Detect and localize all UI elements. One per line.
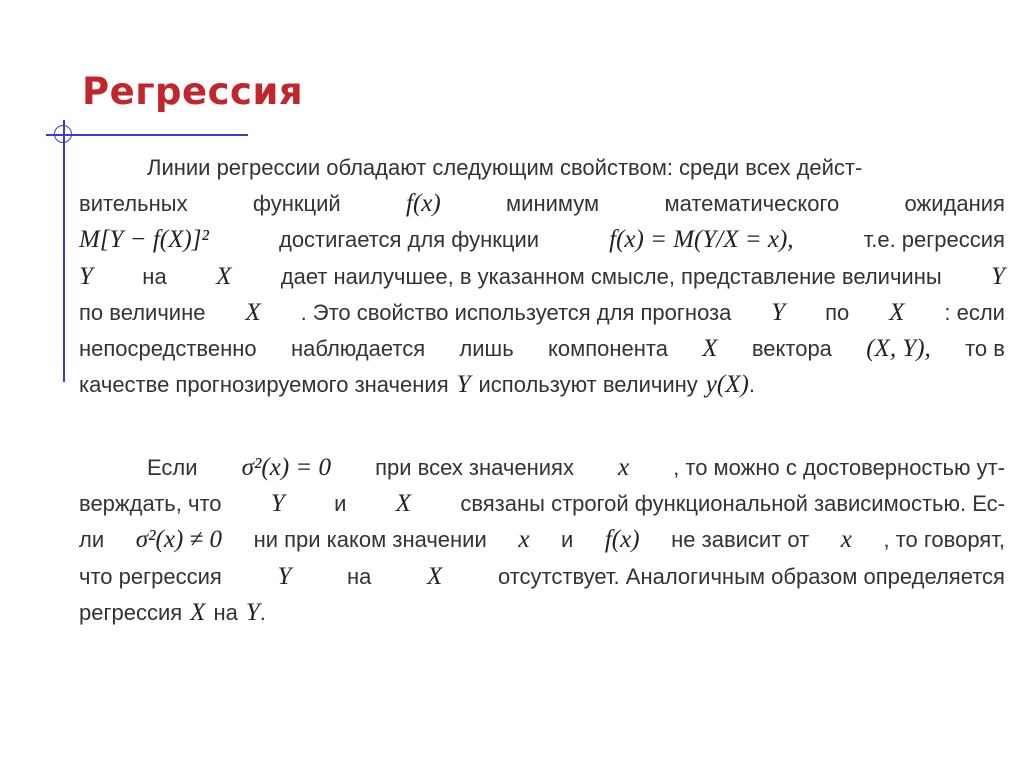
text-fragment: качестве прогнозируемого значения bbox=[79, 372, 449, 398]
text-fragment: используют величину bbox=[478, 372, 698, 398]
text-fragment: связаны строгой функциональной зависимостью. Ес- bbox=[460, 491, 1005, 517]
text-fragment: лишь bbox=[459, 335, 514, 361]
text-fragment: наблюдается bbox=[290, 335, 426, 361]
text-fragment: ни при каком значении bbox=[253, 527, 487, 553]
text-fragment: минимум bbox=[506, 191, 600, 217]
text-fragment: ожидания bbox=[904, 191, 1005, 217]
text-fragment: на bbox=[213, 599, 238, 625]
text-fragment: , то можно с достоверностью ут- bbox=[673, 455, 1005, 480]
math-variable: x bbox=[840, 526, 852, 554]
math-variable: Y bbox=[991, 262, 1005, 290]
text-fragment: верждать, что bbox=[79, 491, 222, 517]
text-fragment: то в bbox=[965, 335, 1005, 361]
math-variable: X bbox=[395, 490, 411, 518]
paragraph-regression-property bbox=[79, 150, 1005, 403]
text-fragment: по величине bbox=[79, 299, 206, 325]
math-variable: X bbox=[427, 562, 443, 590]
math-variable: Y bbox=[79, 262, 93, 290]
math-variable: X bbox=[190, 598, 206, 626]
text-fragment: : если bbox=[944, 299, 1005, 325]
text-fragment: вектора bbox=[751, 335, 832, 361]
text-fragment: . Это свойство используется для прогноза bbox=[300, 299, 732, 325]
text-fragment: непосредственно bbox=[79, 335, 257, 361]
math-variable: Y bbox=[245, 598, 260, 626]
math-variable: X bbox=[889, 298, 905, 326]
paragraph-line bbox=[79, 450, 1005, 486]
math-regression-function: f(x) = M(Y/X = x), bbox=[609, 226, 794, 254]
math-vector: (X, Y), bbox=[866, 334, 931, 362]
paragraph-line bbox=[79, 367, 1005, 403]
text-fragment: ли bbox=[79, 527, 105, 553]
math-variable: X bbox=[702, 334, 718, 362]
text-fragment: дает наилучшее, в указанном смысле, представление величины bbox=[280, 263, 942, 289]
text-fragment: по bbox=[825, 299, 850, 325]
math-f-of-x: f(x) bbox=[406, 190, 441, 218]
math-variable: x bbox=[618, 454, 630, 481]
slide-title: Регрессия bbox=[82, 70, 304, 113]
text-fragment: Линии регрессии обладают следующим свойством: среди всех дейст- bbox=[147, 155, 863, 180]
paragraph-regression-absence bbox=[79, 450, 1005, 631]
paragraph-line bbox=[79, 559, 1005, 595]
text-fragment: , то говорят, bbox=[883, 527, 1005, 553]
text-fragment: вительных bbox=[79, 191, 188, 217]
math-variable: Y bbox=[456, 371, 471, 399]
text-fragment: . bbox=[259, 599, 266, 625]
paragraph-line bbox=[79, 259, 1005, 295]
text-fragment: отсутствует. Аналогичным образом определяется bbox=[497, 563, 1005, 589]
text-fragment: что регрессия bbox=[79, 563, 222, 589]
paragraph-line bbox=[79, 486, 1005, 522]
math-expectation-expression: M[Y − f(X)]² bbox=[79, 226, 209, 254]
decorative-horizontal-line bbox=[46, 134, 248, 136]
paragraph-line bbox=[79, 522, 1005, 558]
paragraph-line bbox=[79, 595, 1005, 631]
text-fragment: на bbox=[347, 563, 372, 589]
math-variable: Y bbox=[771, 298, 786, 326]
paragraph-line bbox=[79, 150, 1005, 186]
text-fragment: и bbox=[561, 527, 574, 553]
math-variable: Y bbox=[277, 562, 292, 590]
text-fragment: компонента bbox=[547, 335, 668, 361]
text-fragment: не зависит от bbox=[671, 527, 810, 553]
text-fragment: функций bbox=[252, 191, 341, 217]
decorative-vertical-line bbox=[63, 120, 65, 382]
paragraph-line bbox=[79, 295, 1005, 331]
math-f-of-x: f(x) bbox=[604, 526, 640, 554]
math-variance-nonzero: σ²(x) ≠ 0 bbox=[135, 526, 222, 554]
math-variable: Y bbox=[270, 490, 285, 518]
decorative-circle-icon bbox=[54, 125, 72, 143]
text-fragment: Если bbox=[147, 455, 198, 480]
paragraph-line bbox=[79, 186, 1005, 222]
text-fragment: . bbox=[748, 372, 755, 398]
text-fragment: регрессия bbox=[79, 599, 183, 625]
math-variable: X bbox=[245, 298, 261, 326]
paragraph-line bbox=[79, 331, 1005, 367]
text-fragment: т.е. регрессия bbox=[863, 227, 1005, 253]
math-variable: X bbox=[216, 262, 232, 290]
paragraph-line bbox=[79, 222, 1005, 258]
text-fragment: математического bbox=[664, 191, 840, 217]
text-fragment: при всех значениях bbox=[375, 455, 574, 480]
math-y-of-x: y(X) bbox=[705, 371, 749, 399]
math-variance-zero: σ²(x) = 0 bbox=[241, 454, 332, 481]
text-fragment: достигается для функции bbox=[278, 227, 540, 253]
text-fragment: на bbox=[142, 263, 167, 289]
text-fragment: и bbox=[334, 491, 347, 517]
math-variable: x bbox=[518, 526, 530, 554]
